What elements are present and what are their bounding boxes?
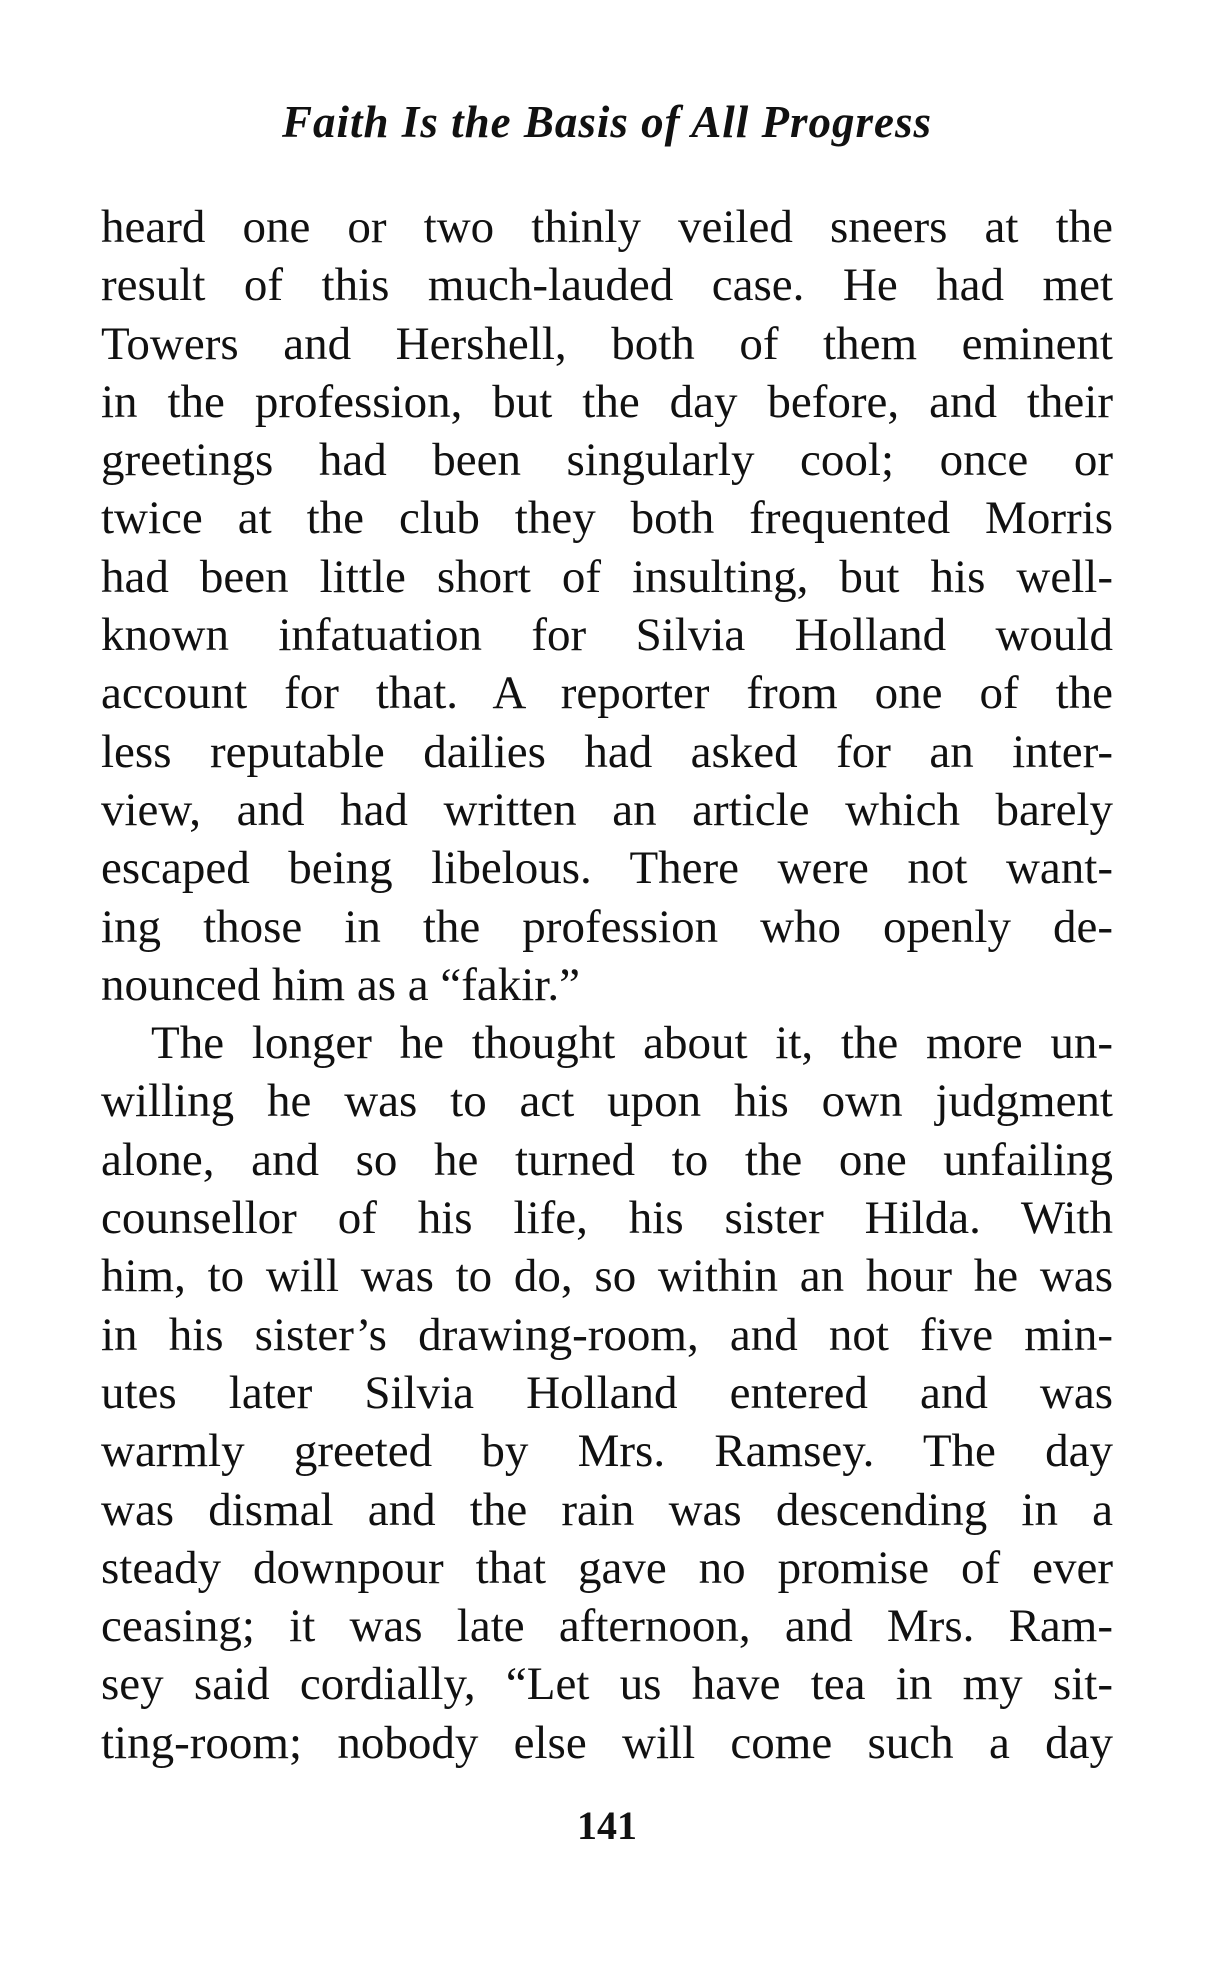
text-line: heard one or two thinly veiled sneers at the [101,201,1113,253]
text-line: ceasing; it was late afternoon, and Mrs. Ram- [101,1600,1113,1653]
text-line: nounced him as a “fakir.” [101,958,580,1011]
text-line: greetings had been singularly cool; once or [101,434,1113,487]
text-line: less reputable dailies had asked for an inter- [101,725,1113,778]
text-line: sey said cordially, “Let us have tea in my sit- [101,1658,1113,1711]
text-line: ing those in the profession who openly de- [101,900,1113,953]
text-line: result of this much-lauded case. He had met [101,259,1113,312]
text-line: escaped being libelous. There were not want- [101,842,1113,895]
body-text [101,198,1113,1772]
text-line: known infatuation for Silvia Holland would [101,609,1113,662]
text-line: in his sister’s drawing-room, and not five min- [101,1308,1113,1361]
text-line: Towers and Hershell, both of them eminent [101,317,1113,370]
text-line: counsellor of his life, his sister Hilda. With [101,1192,1113,1245]
running-head: Faith Is the Basis of All Progress [282,97,932,147]
text-line: ting-room; nobody else will come such a day [101,1716,1113,1769]
text-line: him, to will was to do, so within an hour he was [101,1250,1113,1303]
text-line: The longer he thought about it, the more un- [151,1017,1113,1070]
text-line: twice at the club they both frequented Morris [101,492,1113,545]
text-line: was dismal and the rain was descending in a [101,1483,1113,1536]
text-line: steady downpour that gave no promise of ever [101,1541,1113,1594]
text-line: account for that. A reporter from one of the [101,667,1113,720]
page-number: 141 [577,1803,637,1848]
text-line: in the profession, but the day before, and their [101,375,1113,428]
text-line: had been little short of insulting, but his well- [101,550,1113,603]
paragraph-2 [101,1014,1113,1772]
text-line: alone, and so he turned to the one unfailing [101,1133,1113,1186]
text-line: utes later Silvia Holland entered and was [101,1366,1113,1419]
paragraph-1 [101,198,1113,1014]
text-line: warmly greeted by Mrs. Ramsey. The day [101,1425,1113,1478]
text-line: willing he was to act upon his own judgment [101,1075,1113,1128]
text-line: view, and had written an article which barely [101,783,1113,836]
